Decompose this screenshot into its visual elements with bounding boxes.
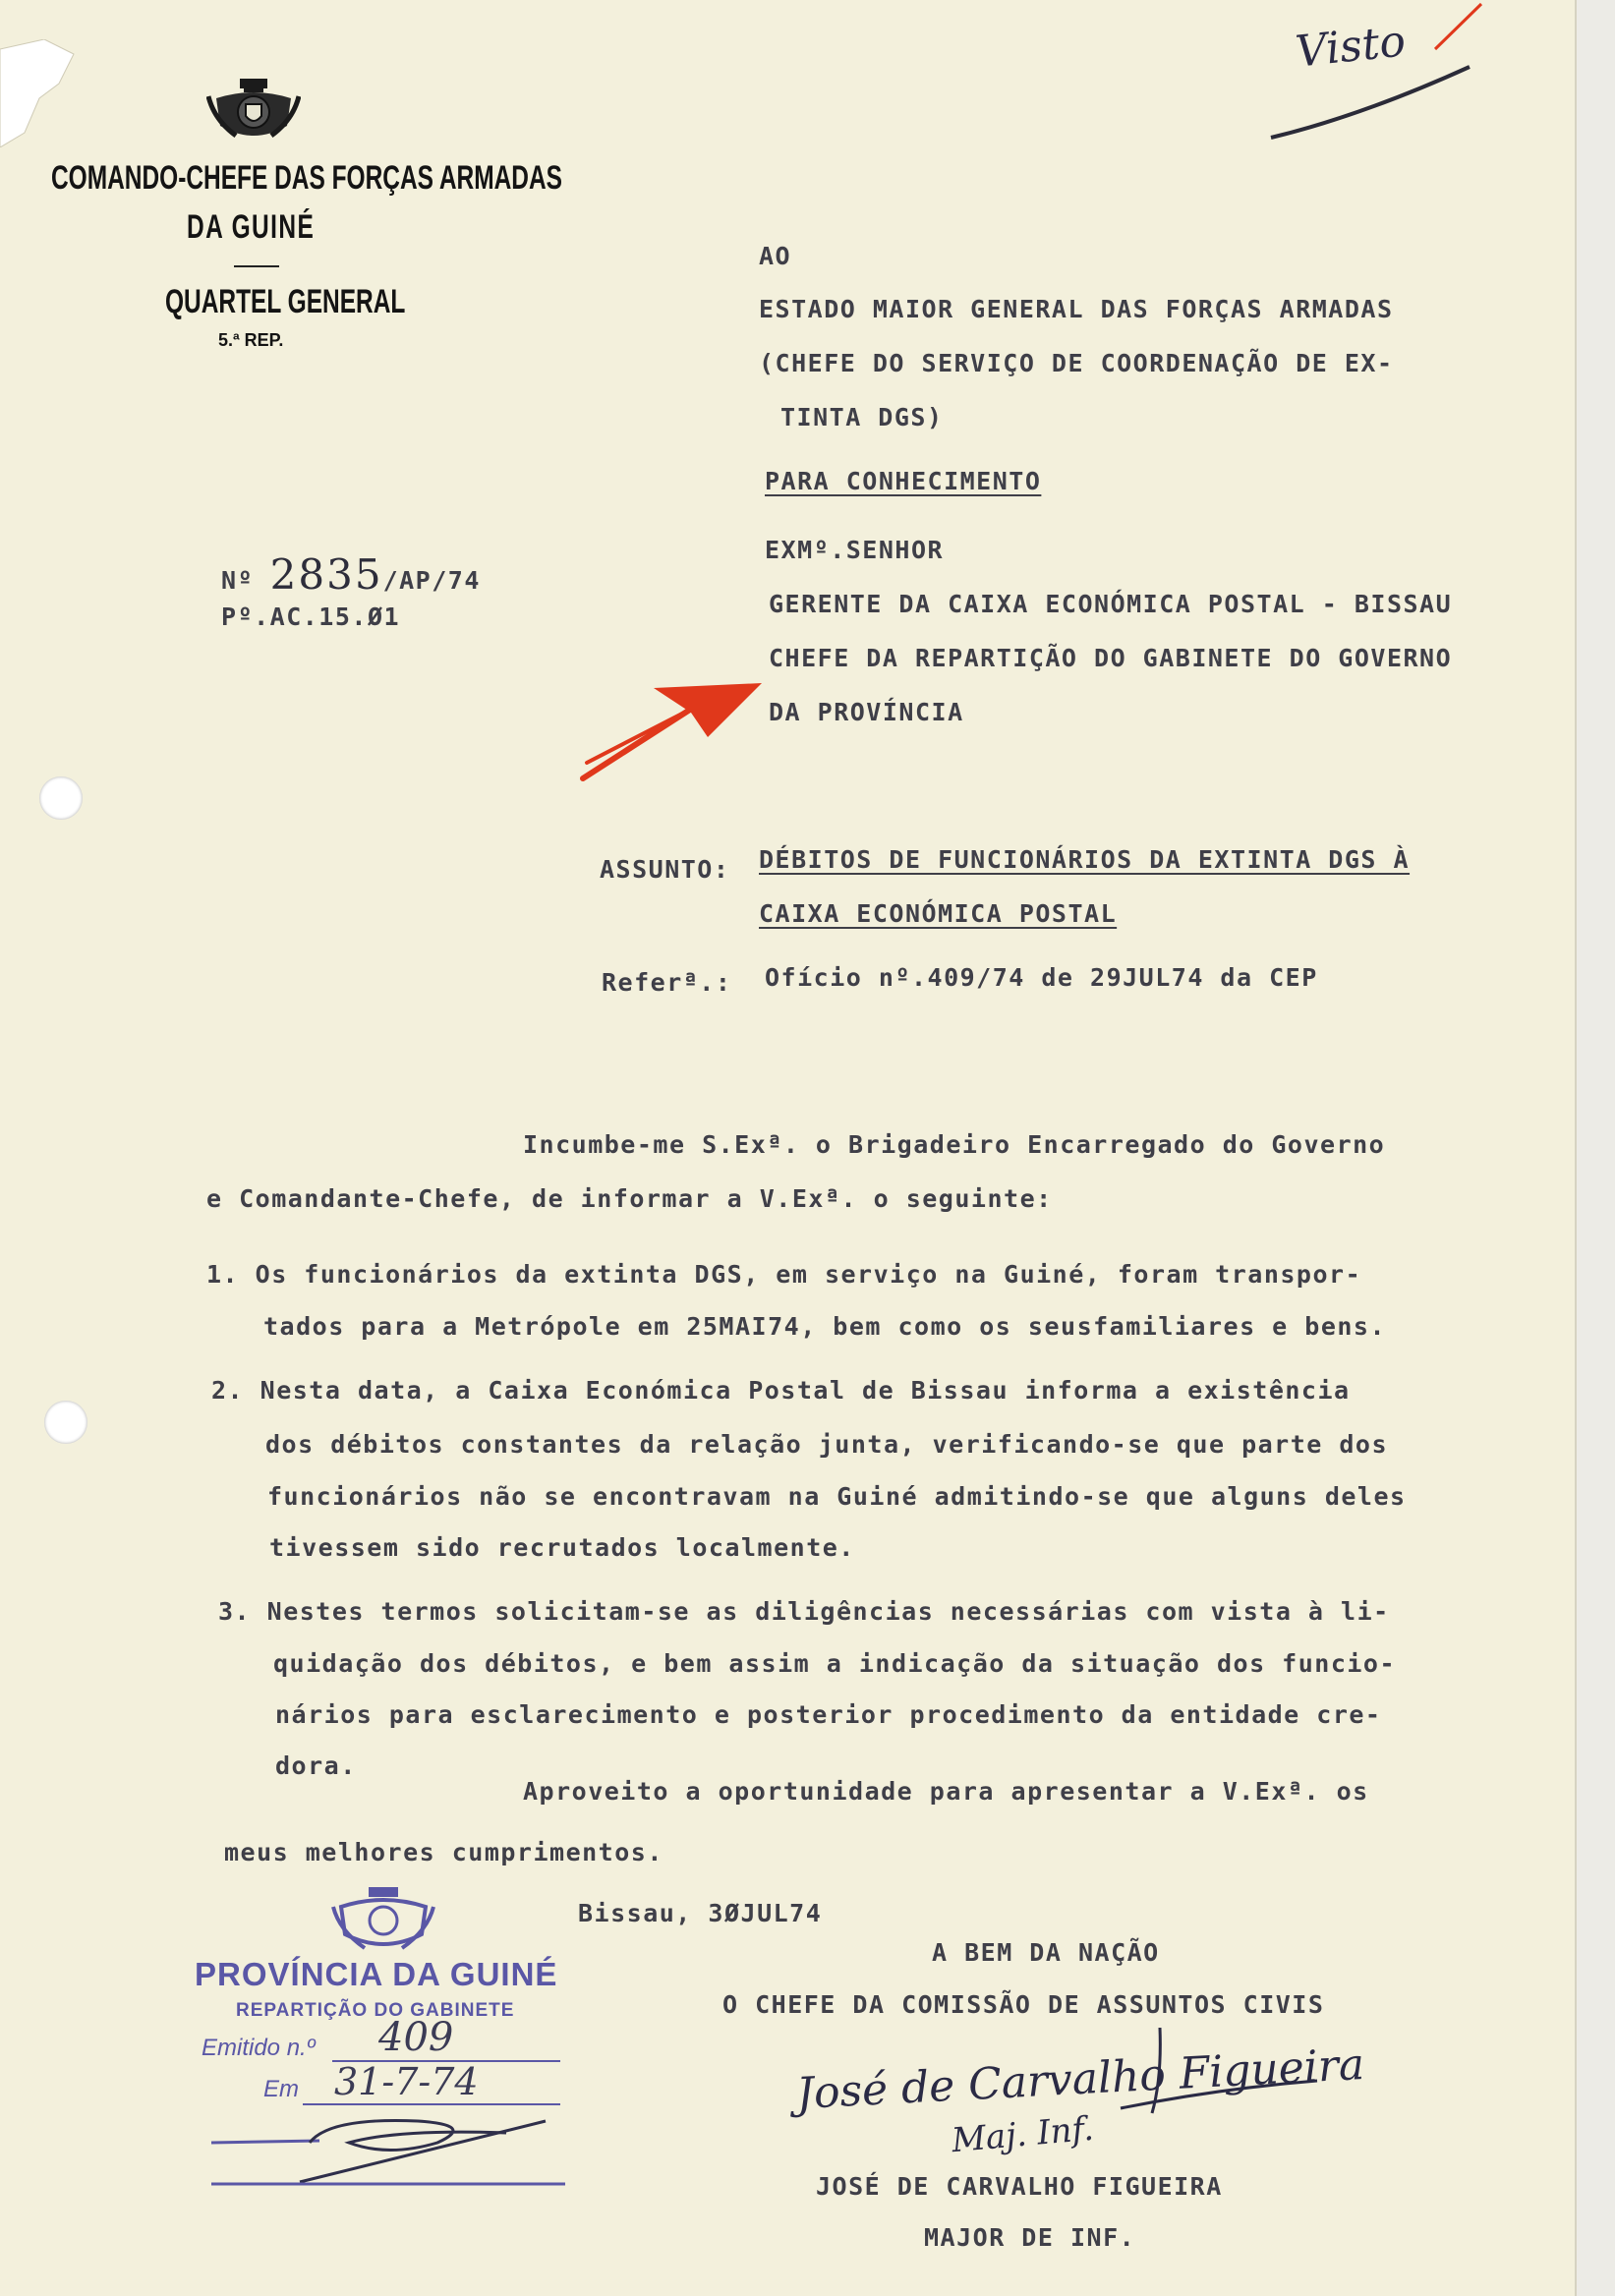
para-conhecimento-heading: PARA CONHECIMENTO: [765, 467, 1042, 495]
torn-corner: [0, 39, 79, 147]
letterhead-unit-line1: COMANDO-CHEFE DAS FORÇAS ARMADAS: [51, 159, 562, 197]
subject-line1: DÉBITOS DE FUNCIONÁRIOS DA EXTINTA DGS À: [759, 845, 1411, 874]
punch-hole-bottom: [44, 1401, 87, 1444]
recipient2-line1: GERENTE DA CAIXA ECONÓMICA POSTAL - BISSAU: [769, 590, 1453, 618]
signatory-title: O CHEFE DA COMISSÃO DE ASSUNTOS CIVIS: [722, 1990, 1325, 2019]
coat-of-arms-emblem: [206, 77, 301, 147]
stamp-emitido-value: 409: [378, 2015, 454, 2060]
paragraph2-line1: 2. Nesta data, a Caixa Económica Postal de Bissau informa a existência: [211, 1376, 1351, 1405]
reference-label: Referª.:: [602, 968, 732, 997]
letterhead-unit-line2: DA GUINÉ: [187, 208, 316, 246]
recipient-ao: AO: [759, 242, 792, 270]
stamp-em-label: Em: [263, 2076, 299, 2102]
place-date: Bissau, 3ØJUL74: [578, 1899, 823, 1927]
closing-line2: meus melhores cumprimentos.: [224, 1838, 663, 1866]
motto: A BEM DA NAÇÃO: [932, 1938, 1160, 1967]
stamp-repartition: REPARTIÇÃO DO GABINETE: [236, 2000, 515, 2021]
punch-hole-top: [39, 776, 83, 820]
paragraph1-line2: tados para a Metrópole em 25MAI74, bem como os seusfamiliares e bens.: [263, 1312, 1387, 1341]
handwritten-rank: Maj. Inf.: [950, 2108, 1096, 2161]
recipient3-line1: CHEFE DA REPARTIÇÃO DO GABINETE DO GOVERNO: [769, 644, 1453, 672]
intro-line2: e Comandante-Chefe, de informar a V.Exª. o seguinte:: [206, 1184, 1053, 1213]
stamp-em-value: 31-7-74: [334, 2060, 479, 2103]
recipient1-line3: TINTA DGS): [780, 403, 944, 431]
paragraph2-line3: funcionários não se encontravam na Guiné admitindo-se que alguns deles: [267, 1482, 1407, 1511]
signatory-rank: MAJOR DE INF.: [924, 2223, 1136, 2252]
reference-number-value: 2835: [269, 550, 383, 599]
paragraph1-line1: 1. Os funcionários da extinta DGS, em serviço na Guiné, foram transpor-: [206, 1260, 1362, 1289]
paragraph3-line4: dora.: [275, 1751, 357, 1780]
exmo-senhor: EXMº.SENHOR: [765, 536, 945, 564]
paragraph3-line3: nários para esclarecimento e posterior procedimento da entidade cre-: [275, 1700, 1382, 1729]
paragraph3-line2: quidação dos débitos, e bem assim a indicação da situação dos funcio-: [273, 1649, 1397, 1678]
stamp-emitido-label: Emitido n.º: [202, 2035, 316, 2061]
signatory-name: JOSÉ DE CARVALHO FIGUEIRA: [816, 2172, 1223, 2201]
letterhead-divider: [234, 265, 279, 267]
paragraph2-line2: dos débitos constantes da relação junta, verificando-se que parte dos: [265, 1430, 1389, 1459]
stamp-initials-scribble: [202, 2103, 575, 2192]
intro-line1: Incumbe-me S.Exª. o Brigadeiro Encarregado do Governo: [523, 1130, 1386, 1159]
letterhead-rep: 5.ª REP.: [218, 330, 284, 350]
visto-underline-mark: [1263, 0, 1489, 147]
visto-handwriting: Visto: [1293, 16, 1409, 78]
recipient1-line1: ESTADO MAIOR GENERAL DAS FORÇAS ARMADAS: [759, 295, 1394, 323]
recipient3-line2: DA PROVÍNCIA: [769, 698, 964, 726]
signature-flourish: [1101, 2020, 1327, 2128]
recipient1-line2: (CHEFE DO SERVIÇO DE COORDENAÇÃO DE EX-: [759, 349, 1394, 377]
stamp-emblem: [329, 1885, 437, 1956]
process-reference: Pº.AC.15.Ø1: [221, 603, 401, 631]
scan-margin: [1577, 0, 1615, 2296]
reference-value: Ofício nº.409/74 de 29JUL74 da CEP: [765, 963, 1318, 992]
paragraph2-line4: tivessem sido recrutados localmente.: [269, 1533, 855, 1562]
handwritten-signature: José de Carvalho Figueira: [795, 2038, 1366, 2120]
stamp-province: PROVÍNCIA DA GUINÉ: [195, 1956, 558, 1992]
letterhead-qg: QUARTEL GENERAL: [165, 283, 406, 320]
closing-line1: Aproveito a oportunidade para apresentar a V.Exª. os: [523, 1777, 1369, 1806]
reference-number: Nº 2835/AP/74: [221, 550, 481, 599]
red-arrow-mark: [575, 668, 772, 786]
subject-label: ASSUNTO:: [600, 855, 730, 884]
paragraph3-line1: 3. Nestes termos solicitam-se as diligências necessárias com vista à li-: [218, 1597, 1390, 1626]
subject-line2: CAIXA ECONÓMICA POSTAL: [759, 899, 1118, 928]
